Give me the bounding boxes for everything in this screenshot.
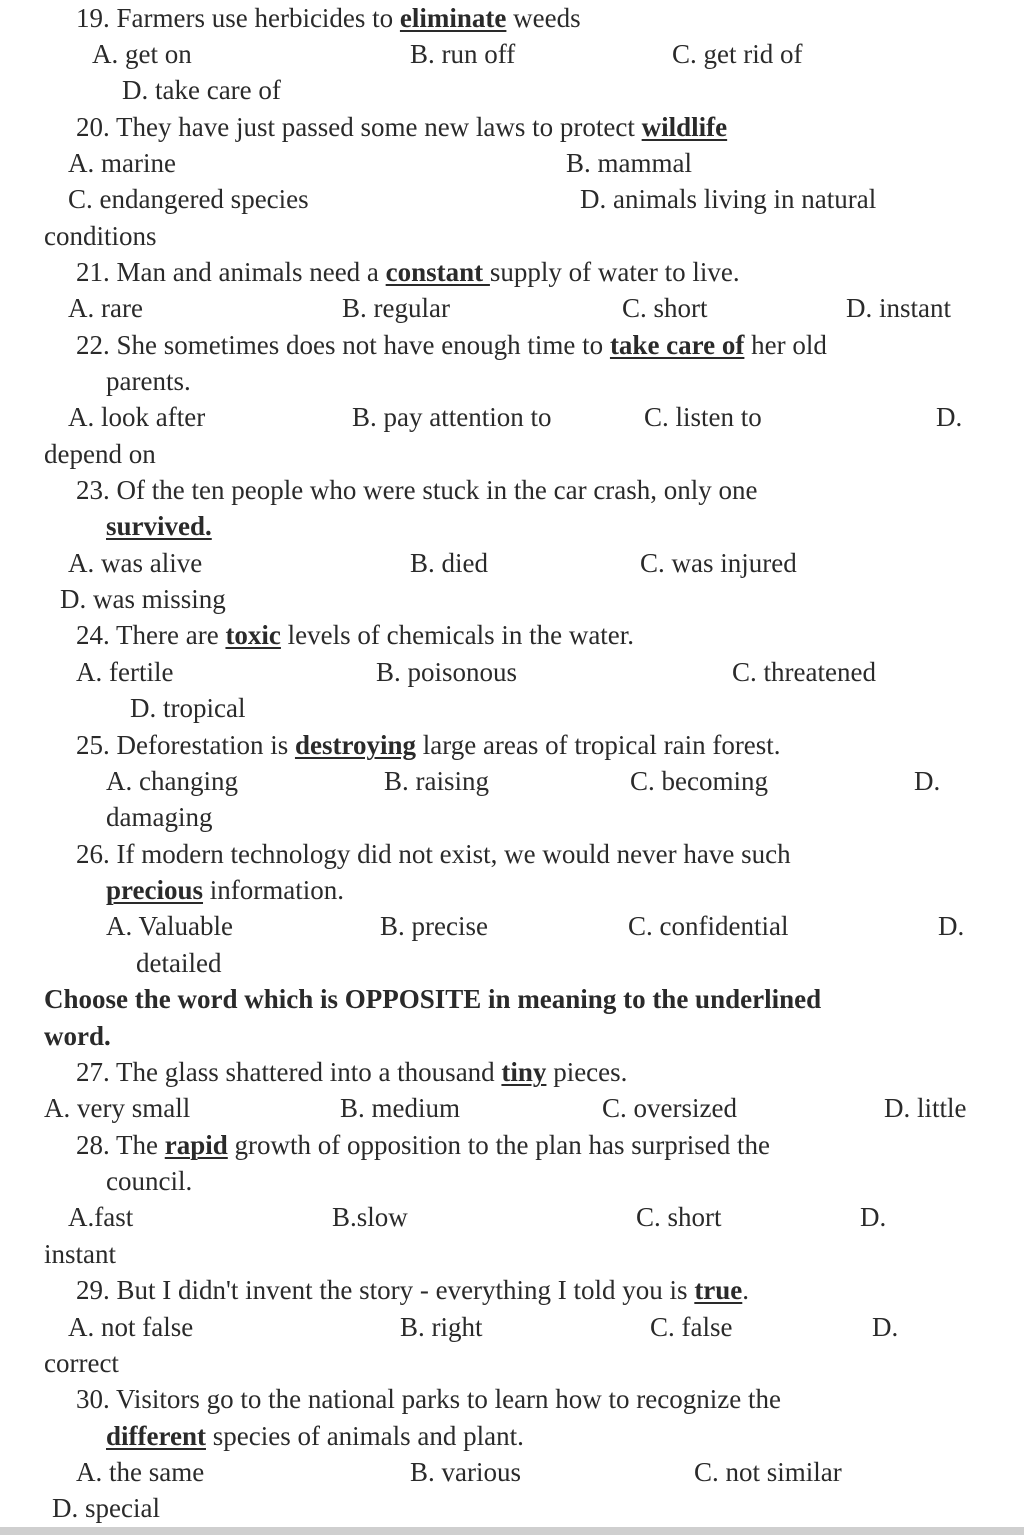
option-b: B. right — [400, 1312, 483, 1342]
option-c: C. short — [622, 293, 708, 323]
question-26: 26. If modern technology did not exist, we would never have such — [76, 839, 791, 869]
option-b: B.slow — [332, 1202, 408, 1232]
option-c: C. endangered species — [68, 184, 309, 214]
underlined-word: eliminate — [399, 3, 507, 33]
underlined-word: rapid — [164, 1130, 228, 1160]
question-23: 23. Of the ten people who were stuck in the car crash, only one — [76, 475, 758, 505]
option-a: A. the same — [76, 1457, 205, 1487]
question-22: 22. She sometimes does not have enough time to take care of her old — [76, 330, 827, 360]
section-instruction-continued: word. — [44, 1021, 111, 1051]
question-28-continued: council. — [106, 1166, 193, 1196]
option-d: D. — [872, 1312, 899, 1342]
section-instruction: Choose the word which is OPPOSITE in meaning to the underlined — [44, 984, 822, 1014]
option-a: A. very small — [44, 1093, 191, 1123]
option-c: C. oversized — [602, 1093, 737, 1123]
underlined-word: different — [106, 1421, 206, 1451]
option-c: C. listen to — [644, 402, 762, 432]
option-d: D. take care of — [122, 75, 281, 105]
option-b: B. medium — [340, 1093, 460, 1123]
question-28: 28. The rapid growth of opposition to the plan has surprised the — [76, 1130, 770, 1160]
option-d: D. little — [884, 1093, 967, 1123]
option-c: C. get rid of — [672, 39, 803, 69]
option-b: B. various — [410, 1457, 521, 1487]
option-a: A. get on — [92, 39, 192, 69]
question-21: 21. Man and animals need a constant supply of water to live. — [76, 257, 740, 287]
option-d: D. was missing — [60, 584, 226, 614]
option-d: D. special — [52, 1493, 160, 1523]
option-a: A.fast — [68, 1202, 134, 1232]
option-a: A. marine — [68, 148, 176, 178]
question-19: 19. Farmers use herbicides to eliminate weeds — [76, 3, 581, 33]
underlined-word: constant — [385, 257, 490, 287]
option-c: C. short — [636, 1202, 722, 1232]
question-26-continued: precious information. — [106, 875, 344, 905]
underlined-word: destroying — [294, 730, 416, 760]
question-22-continued: parents. — [106, 366, 191, 396]
underlined-word: wildlife — [641, 112, 728, 142]
option-b: B. poisonous — [376, 657, 518, 687]
option-d-continued: detailed — [136, 948, 222, 978]
option-c: C. not similar — [694, 1457, 842, 1487]
underlined-word: survived. — [106, 511, 212, 541]
question-30: 30. Visitors go to the national parks to learn how to recognize the — [76, 1384, 781, 1414]
option-d: D. — [936, 402, 963, 432]
option-d: D. — [860, 1202, 887, 1232]
option-b: B. run off — [410, 39, 516, 69]
option-d-continued: conditions — [44, 221, 157, 251]
option-d: D. — [914, 766, 941, 796]
question-25: 25. Deforestation is destroying large areas of tropical rain forest. — [76, 730, 781, 760]
underlined-word: take care of — [609, 330, 745, 360]
question-27: 27. The glass shattered into a thousand tiny pieces. — [76, 1057, 628, 1087]
underlined-word: toxic — [225, 620, 281, 650]
option-d-continued: instant — [44, 1239, 116, 1269]
option-a: A. Valuable — [106, 911, 233, 941]
option-b: B. pay attention to — [352, 402, 552, 432]
underlined-word: precious — [106, 875, 204, 905]
option-a: A. not false — [68, 1312, 194, 1342]
option-b: B. regular — [342, 293, 450, 323]
option-a: A. fertile — [76, 657, 174, 687]
option-a: A. was alive — [68, 548, 203, 578]
option-c: C. becoming — [630, 766, 768, 796]
option-d-continued: correct — [44, 1348, 119, 1378]
option-c: C. false — [650, 1312, 733, 1342]
option-a: A. look after — [68, 402, 206, 432]
option-d-continued: damaging — [106, 802, 213, 832]
option-d: D. — [938, 911, 965, 941]
option-d: D. tropical — [130, 693, 246, 723]
underlined-word: tiny — [501, 1057, 547, 1087]
option-a: A. changing — [106, 766, 238, 796]
question-29: 29. But I didn't invent the story - everything I told you is true. — [76, 1275, 750, 1305]
option-d-continued: depend on — [44, 439, 156, 469]
option-b: B. mammal — [566, 148, 692, 178]
question-30-continued: different species of animals and plant. — [106, 1421, 524, 1451]
option-d: D. instant — [846, 293, 951, 323]
question-20: 20. They have just passed some new laws to protect wildlife — [76, 112, 728, 142]
option-c: C. confidential — [628, 911, 789, 941]
option-b: B. precise — [380, 911, 488, 941]
option-d: D. animals living in natural — [580, 184, 877, 214]
option-b: B. raising — [384, 766, 489, 796]
underlined-word: true — [694, 1275, 743, 1305]
question-24: 24. There are toxic levels of chemicals in the water. — [76, 620, 635, 650]
option-c: C. threatened — [732, 657, 876, 687]
page-bottom-strip — [0, 1527, 1024, 1535]
option-a: A. rare — [68, 293, 143, 323]
option-b: B. died — [410, 548, 488, 578]
option-c: C. was injured — [640, 548, 797, 578]
